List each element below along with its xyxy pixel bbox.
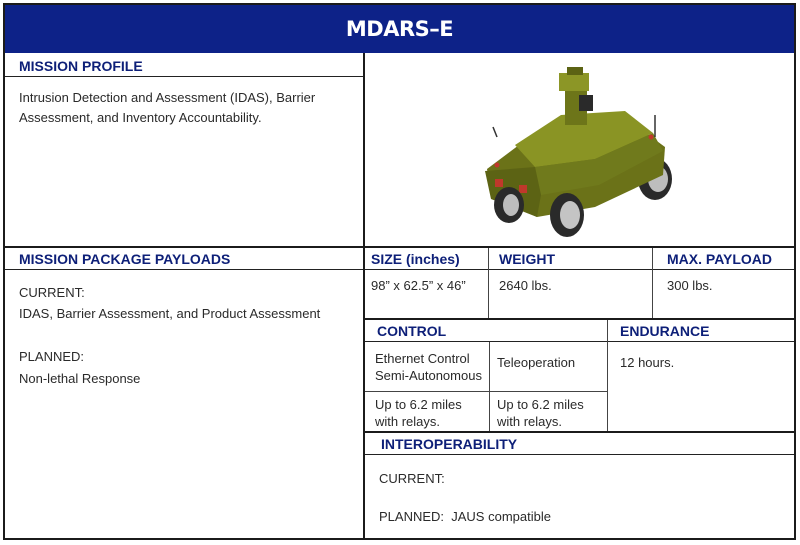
max-payload-header: MAX. PAYLOAD (653, 248, 794, 270)
payloads-header: MISSION PACKAGE PAYLOADS (5, 248, 363, 270)
payloads-planned-label: PLANNED: (19, 349, 85, 364)
interoperability-header: INTEROPERABILITY (365, 433, 794, 455)
mission-profile-header: MISSION PROFILE (5, 55, 363, 77)
max-payload-value: 300 lbs. (667, 278, 713, 293)
control-cell-ethernet: Ethernet Control Semi-Autonomous (375, 351, 482, 383)
control-cell-range-2: Up to 6.2 miles with relays. (497, 397, 584, 429)
interoperability-planned: PLANNED: JAUS compatible (379, 509, 551, 524)
vehicle-icon (485, 67, 672, 237)
divider (363, 53, 365, 538)
weight-value: 2640 lbs. (499, 278, 552, 293)
control-header: CONTROL (365, 320, 607, 342)
divider (365, 391, 607, 392)
size-value: 98” x 62.5” x 46” (371, 278, 466, 293)
size-header: SIZE (inches) (365, 248, 488, 270)
payloads-current-value: IDAS, Barrier Assessment, and Product Assessment (19, 306, 321, 321)
interoperability-current: CURRENT: (379, 471, 445, 486)
vehicle-image (475, 67, 680, 247)
divider (489, 342, 490, 432)
payloads-planned-value: Non-lethal Response (19, 371, 141, 386)
payloads-current-label: CURRENT: (19, 285, 85, 300)
endurance-value: 12 hours. (620, 355, 675, 370)
spec-sheet (3, 3, 796, 540)
control-cell-range-1: Up to 6.2 miles with relays. (375, 397, 462, 429)
page-title: MDARS–E (5, 5, 794, 53)
control-cell-teleoperation: Teleoperation (497, 355, 576, 370)
endurance-header: ENDURANCE (608, 320, 794, 342)
mission-profile-text: Intrusion Detection and Assessment (IDAS), Barrier Assessment, and Inventory Accountability. (19, 90, 316, 125)
weight-header: WEIGHT (489, 248, 652, 270)
